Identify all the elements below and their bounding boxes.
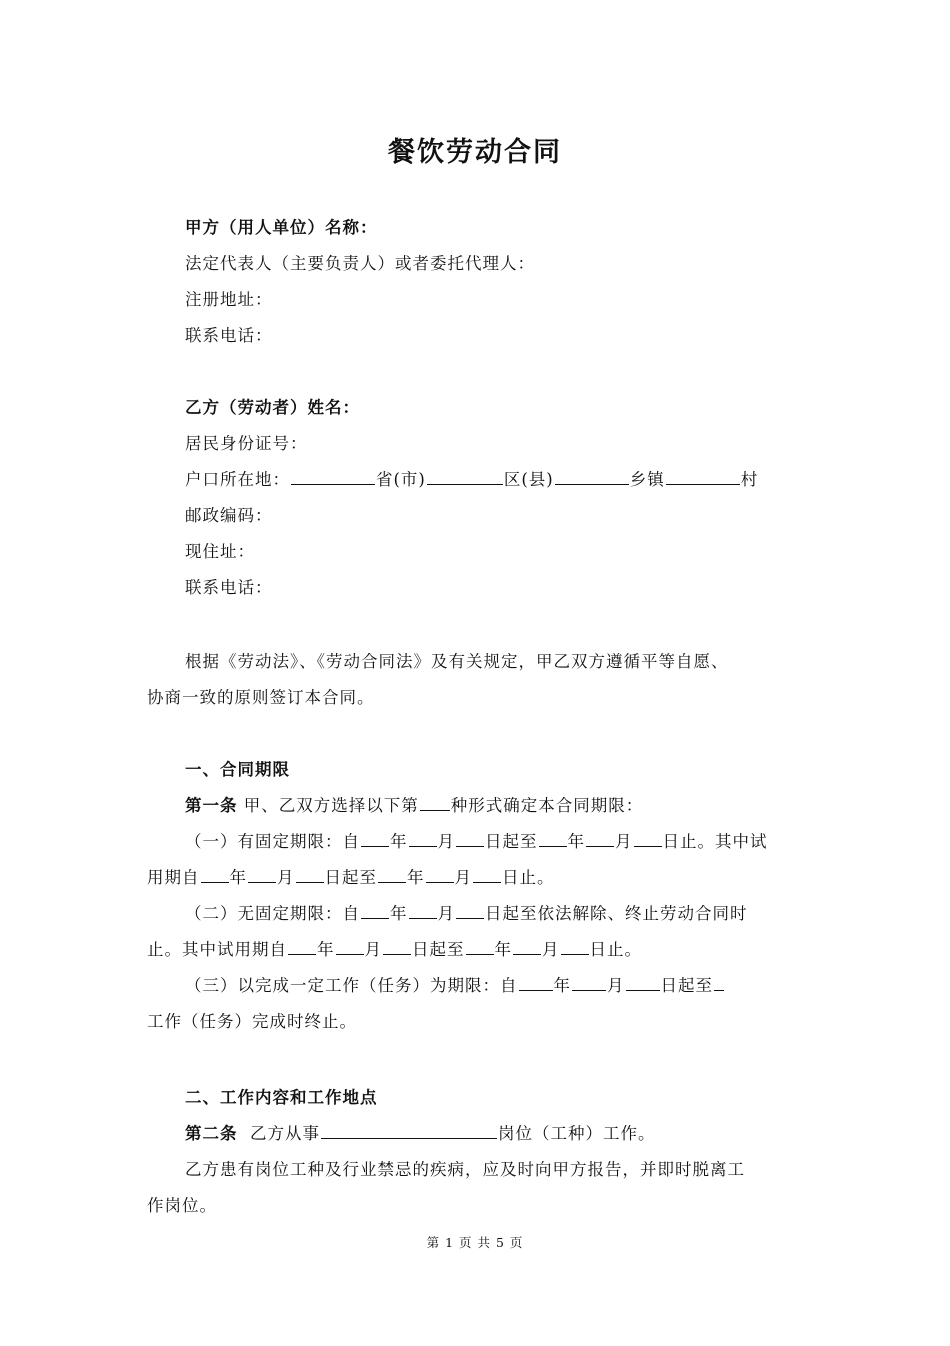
option-3-line-1 [185,974,725,998]
party-a-address-label: 注册地址： [185,290,273,309]
year-text: 年 [390,904,408,923]
option-1-line-2-prefix: 用期自 [147,868,200,887]
option-2-line-2-prefix: 止。其中试用期自 [147,940,287,959]
day-text: 日起至 [660,976,713,995]
month-text: 月 [454,868,472,887]
year-text: 年 [494,940,512,959]
article-1-text-b: 种形式确定本合同期限： [450,796,644,815]
option-2-line-1 [185,902,748,926]
article-2-label: 第二条 [185,1124,238,1143]
hukou-province: 省(市) [376,470,426,489]
year-text: 年 [390,832,408,851]
blank [456,830,484,847]
blank [336,938,364,955]
year-text: 年 [553,976,571,995]
option-1-line-2 [147,866,555,890]
option-1-tail: 日止。其中试 [662,832,768,851]
party-a-phone-label: 联系电话： [185,326,273,345]
preamble-line-1: 根据《劳动法》、《劳动合同法》及有关规定，甲乙双方遵循平等自愿、 [185,652,729,671]
party-b-id-label: 居民身份证号： [185,434,308,453]
disease-line-1: 乙方患有岗位工种及行业禁忌的疾病，应及时向甲方报告，并即时脱离工 [185,1160,745,1179]
blank [248,866,276,883]
option-1-line-1 [185,830,768,854]
position-blank [321,1122,497,1139]
article-2-text-a: 乙方从事 [250,1124,320,1143]
day-text: 日起至 [412,940,465,959]
blank [519,974,553,991]
hukou-district-blank [427,468,503,485]
blank [296,866,324,883]
party-a-name-label: 甲方（用人单位）名称： [185,218,378,237]
preamble-line-2: 协商一致的原则签订本合同。 [147,688,375,707]
month-text: 月 [607,976,625,995]
article-2 [185,1122,656,1146]
blank [561,938,589,955]
blank [361,830,389,847]
party-b-hukou-line [185,468,758,492]
option-2-tail: 日起至依法解除、终止劳动合同时 [485,904,748,923]
article-1-text-a: 甲、乙双方选择以下第 [237,796,419,815]
blank [572,974,606,991]
party-a-rep-label: 法定代表人（主要负责人）或者委托代理人： [185,254,535,273]
blank [634,830,662,847]
disease-line-2: 作岗位。 [147,1196,217,1215]
party-b-phone-label: 联系电话： [185,578,273,597]
blank [288,938,316,955]
month-text: 月 [615,832,633,851]
blank [426,866,454,883]
article-1 [185,794,643,818]
section-2-heading: 二、工作内容和工作地点 [185,1088,378,1107]
hukou-province-blank [291,468,375,485]
blank [473,866,501,883]
blank [466,938,494,955]
hukou-village-blank [666,468,740,485]
form-number-blank [420,794,450,811]
month-text: 月 [364,940,382,959]
blank [409,830,437,847]
blank [378,866,406,883]
blank [409,902,437,919]
document-title: 餐饮劳动合同 [388,137,562,168]
blank [456,902,484,919]
option-3-prefix: （三）以完成一定工作（任务）为期限：自 [185,976,518,995]
article-2-text-b: 岗位（工种）工作。 [498,1124,656,1143]
option-2-line-2 [147,938,642,962]
option-2-prefix: （二）无固定期限：自 [185,904,360,923]
day-text: 日起至 [485,832,538,851]
year-text: 年 [229,868,247,887]
month-text: 月 [437,832,455,851]
blank [361,902,389,919]
year-text: 年 [317,940,335,959]
blank [586,830,614,847]
party-b-residence-label: 现住址： [185,542,255,561]
blank [513,938,541,955]
page-footer: 第 1 页 共 5 页 [426,1235,524,1250]
hukou-town-blank [555,468,629,485]
blank [201,866,229,883]
hukou-town: 乡镇 [629,470,665,489]
day-text: 日起至 [324,868,377,887]
article-1-label: 第一条 [185,796,238,815]
year-text: 年 [567,832,585,851]
hukou-label: 户口所在地： [185,470,290,489]
section-1-heading: 一、合同期限 [185,760,290,779]
party-b-postcode-label: 邮政编码： [185,506,273,525]
month-text: 月 [277,868,295,887]
option-3-line-2: 工作（任务）完成时终止。 [147,1012,357,1031]
day-end-text: 日止。 [502,868,555,887]
party-b-name-label: 乙方（劳动者）姓名： [185,398,360,417]
hukou-district: 区(县) [503,470,554,489]
blank [626,974,660,991]
blank [539,830,567,847]
year-text: 年 [407,868,425,887]
blank [714,974,724,991]
hukou-village: 村 [740,470,759,489]
month-text: 月 [542,940,560,959]
option-1-prefix: （一）有固定期限：自 [185,832,360,851]
day-end-text: 日止。 [589,940,642,959]
blank [383,938,411,955]
month-text: 月 [437,904,455,923]
